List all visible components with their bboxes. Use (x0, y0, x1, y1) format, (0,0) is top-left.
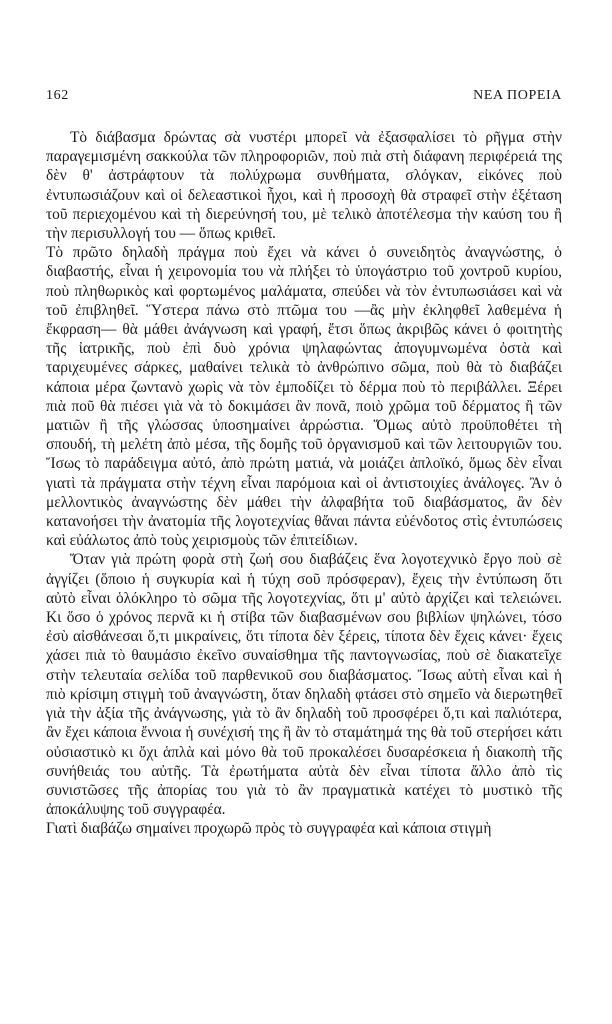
paragraph-3: Ὅταν γιὰ πρώτη φορὰ στὴ ζωή σου διαβάζεις ἕνα λογοτεχνικὸ ἔργο ποὺ σὲ ἀγγίζει (ὅποιο ἡ συγκυρία καὶ ἡ τύχη σοῦ πρόσφεραν), ἔχεις τὴν ἐντύπωση ὅτι αὐτὸ εἶναι ὁλόκληρο τὸ σῶμα τῆς λογοτεχνίας, ὅτι μ' αὐτὸ ἀρχίζει καὶ τελειώνει. Κι ὅσο ὁ χρόνος περνᾶ κι ἡ στίβα τῶν διαβασμένων σου βιβλίων ψηλώνει, τόσο ἐσὺ αἰσθάνεσαι ὅ,τι μικραίνεις, ὅτι τίποτα δὲν ξέρεις, τίποτα δὲν ἔχεις κάνει· ἔχεις χάσει πιὰ τὸ θαυμάσιο ἐκεῖνο συναίσθημα τῆς παντογνωσίας, ποὺ σὲ διακατεῖχε στὴν τελευταία σελίδα τοῦ παρθενικοῦ σου διαβάσματος. Ἴσως αὐτὴ εἶναι καὶ ἡ πιὸ κρίσιμη στιγμὴ τοῦ ἀναγνώστη, ὅταν δηλαδὴ φτάσει στὸ σημεῖο νὰ διερωτηθεῖ γιὰ τὴν ἀξία τῆς ἀνάγνωσης, γιὰ τὸ ἂν δηλαδὴ τοῦ προσφέρει ὅ,τι καὶ παλιότερα, ἂν ἔχει κάποια ἔννοια ἡ συνέχισή της ἢ ἂν τὸ σταμάτημά της θὰ τοῦ στερήσει κάτι οὐσιαστικὸ κι ὄχι ἁπλὰ καὶ μόνο θὰ τοῦ προκαλέσει δυσαρέσκεια ἡ διακοπὴ τῆς συνήθειάς του αὐτῆς. Τὰ ἐρωτήματα αὐτὰ δὲν εἶναι τίποτα ἄλλο ἀπὸ τὶς συνιστῶσες τῆς ἀπορίας του γιὰ τὸ ἂν πραγματικὰ κατέχει τὸ μυστικὸ τῆς ἀποκάλυψης τοῦ συγγραφέα. (46, 551, 562, 819)
running-title: ΝΕΑ ΠΟΡΕΙΑ (473, 88, 562, 103)
running-head (46, 88, 562, 104)
page-number: 162 (46, 88, 69, 103)
body-text (46, 128, 562, 839)
paragraph-1: Τὸ διάβασμα δρώντας σὰ νυστέρι μπορεῖ νὰ ἐξασφαλίσει τὸ ρῆγμα στὴν παραγεμισμένη σακκούλα τῶν πληροφοριῶν, ποὺ πιὰ στὴ διάφανη περιφέρειά της δὲν θ' ἀστράφτουν τὰ πολύχρωμα συνθήματα, σλόγκαν, εἰκόνες ποὺ ἐντυπωσιάζουν καὶ οἱ δελεαστικοὶ ἦχοι, καὶ ἡ προσοχὴ θὰ στραφεῖ στὴν ἐξέταση τοῦ περιεχομένου καὶ τὴ διερεύνησή του, μὲ τελικὸ ἀποτέλεσμα τὴν καύση του ἢ τὴν περισυλλογή του — ὅπως κριθεῖ. (46, 129, 562, 243)
paragraph-4: Γιατὶ διαβάζω σημαίνει προχωρῶ πρὸς τὸ συγγραφέα καὶ κάποια στιγμὴ (46, 820, 492, 838)
paragraph-2: Τὸ πρῶτο δηλαδὴ πράγμα ποὺ ἔχει νὰ κάνει ὁ συνειδητὸς ἀναγνώστης, ὁ διαβαστής, εἶναι ἡ χειρονομία του νὰ πλήξει τὸ ὑπογάστριο τοῦ χοντροῦ κυρίου, ποὺ πληθωρικὸς καὶ φορτωμένος μαλάματα, σπεύδει νὰ τὸν ἐντυπωσιάσει καὶ νὰ τοῦ ἐπιβληθεῖ. Ὕστερα πάνω στὸ πτῶμα του —ἂς μὴν ἐκληφθεῖ λαθεμένα ἡ ἔκφραση— θὰ μάθει ἀνάγνωση καὶ γραφή, ἔτσι ὅπως ἀκριβῶς κάνει ὁ φοιτητὴς τῆς ἰατρικῆς, ποὺ ἐπὶ δυὸ χρόνια ψηλαφώντας ἀπογυμνωμένα ὀστὰ καὶ ταριχευμένες σάρκες, μαθαίνει τελικὰ τὸ ἀνθρώπινο σῶμα, ποὺ θὰ τὸ διαβάζει κάποια μέρα ζωντανὸ χωρὶς νὰ τὸν ἐμποδίζει τὸ δέρμα ποὺ τὸ περιβάλλει. Ξέρει πιὰ ποῦ θὰ πιέσει γιὰ νὰ τὸ δοκιμάσει ἂν πονᾶ, ποιὸ χρῶμα τοῦ δέρματος ἢ τῶν ματιῶν ἢ τῆς γλώσσας ὑποσημαίνει ἀρρώστια. Ὅμως αὐτὸ προϋποθέτει τὴ σπουδή, τὴ μελέτη ἀπὸ μέσα, τῆς δομῆς τοῦ ὀργανισμοῦ καὶ τῶν λειτουργιῶν του. Ἴσως τὸ παράδειγμα αὐτό, ἀπὸ πρώτη ματιά, νὰ μοιάζει ἀπλοϊκό, ὅμως δὲν εἶναι γιατὶ τὰ πράγματα στὴν τέχνη εἶναι παρόμοια καὶ οἱ ἀντιστοιχίες ἀνάλογες. Ἂν ὁ μελλοντικὸς ἀναγνώστης δὲν μάθει τὴν ἀλφαβήτα τοῦ διαβάσματος, ἂν δὲν κατανοήσει τὴν ἀνατομία τῆς λογοτεχνίας θἄναι πάντα εὐένδοτος στὶς ἐντυπώσεις καὶ εὐάλωτος ἀπὸ τοὺς χειρισμοὺς τῶν ἐπιτείδιων. (46, 244, 562, 550)
